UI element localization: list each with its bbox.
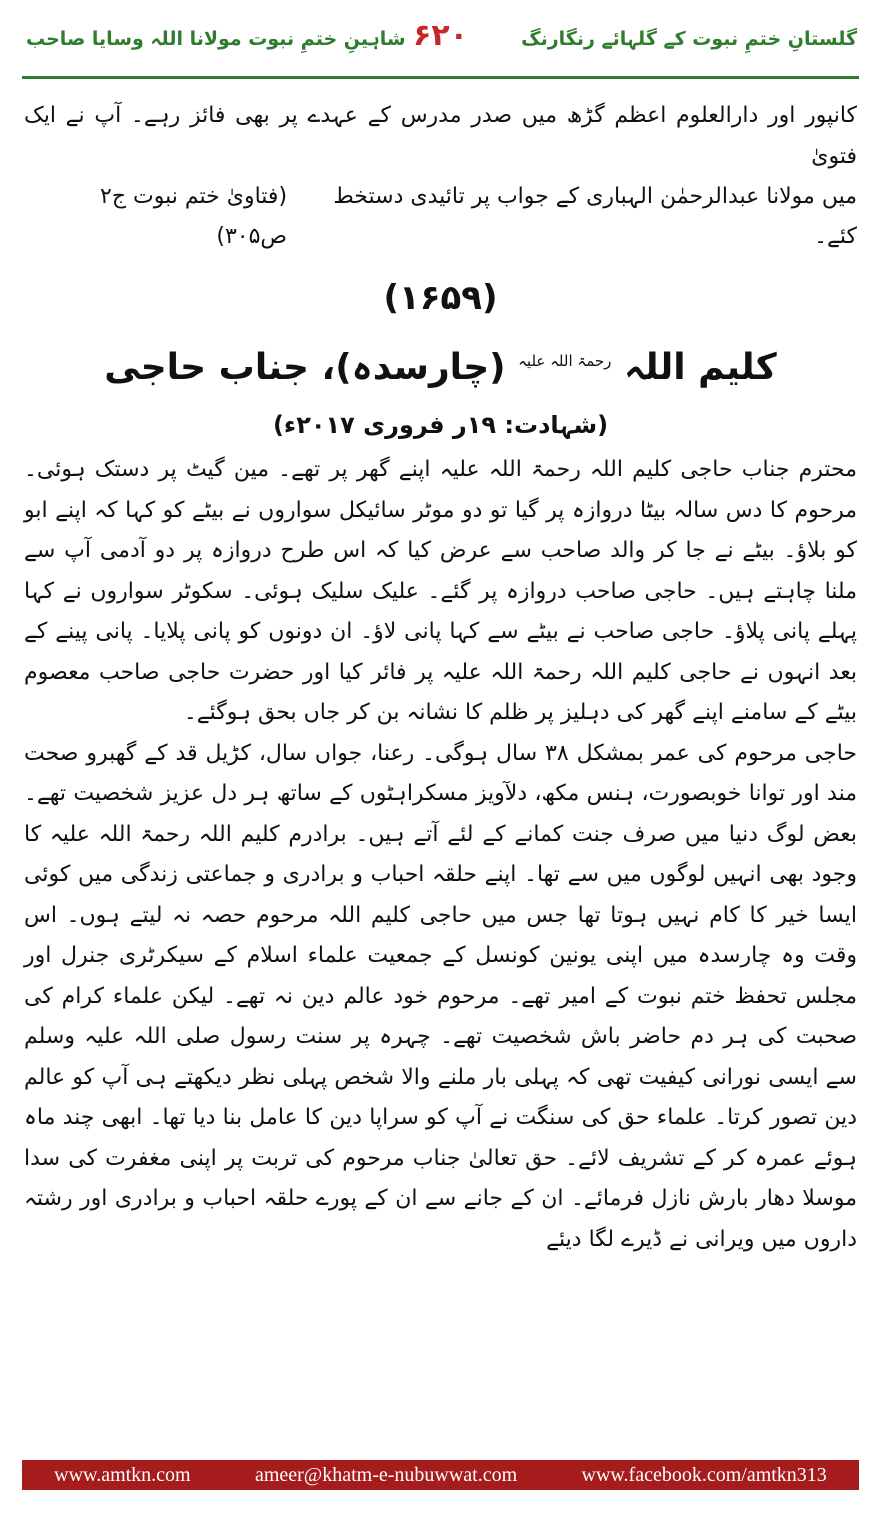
intro-line: کانپور اور دارالعلوم اعظم گڑھ میں صدر مدرس کے عہدے پر بھی فائز رہے۔ آپ نے ایک فتویٰ: [24, 103, 857, 169]
page-footer: [22, 1460, 859, 1490]
facebook-link[interactable]: www.facebook.com/amtkn313: [581, 1463, 827, 1486]
entry-number: (۱۶۵۹): [383, 278, 498, 318]
body-paragraph-2: حاجی مرحوم کی عمر بمشکل ۳۸ سال ہوگی۔ رعنا، جواں سال، کڑیل قد کے گھبرو صحت مند اور توانا خوبصورت، ہنس مکھ، دلآویز مسکراہٹوں کے ساتھ ہر دل عزیز شخصیت تھے۔ بعض لوگ دنیا میں صرف جنت کمانے کے لئے آتے ہیں۔ برادرم کلیم اللہ رحمۃ اللہ علیہ کا وجود بھی انہیں لوگوں میں سے تھا۔ اپنے حلقہ احباب و برادری و جماعتی زندگی میں کوئی ایسا خیر کا کام نہیں ہوتا تھا جس میں حاجی کلیم اللہ مرحوم حصہ نہ لیتے ہوں۔ اس وقت وہ چارسدہ میں اپنی یونین کونسل کے جمعیت علماء اسلام کے سیکرٹری جنرل اور مجلس تحفظ ختم نبوت کے امیر تھے۔ مرحوم خود عالم دین نہ تھے۔ لیکن علماء کرام کی صحبت کی ہر دم حاضر باش شخصیت تھے۔ چہرہ پر سنت رسول صلی اللہ علیہ وسلم سے ایسی نورانی کیفیت تھی کہ پہلی بار ملنے والا شخص پہلی نظر دیکھتے ہی آپ کو عالم دین تصور کرتا۔ علماء حق کی سنگت نے آپ کو سراپا دین کا عامل بنا دیا تھا۔ ابھی چند ماہ ہوئے عمرہ کر کے تشریف لائے۔ حق تعالیٰ جناب مرحوم کی تربت پر اپنی مغفرت کی سدا موسلا دھار بارش نازل فرمائے۔ ان کے جانے سے ان کے پورے حلقہ احباب و برادری اور رشتہ داروں میں ویرانی نے ڈیرے لگا دیئے: [24, 740, 858, 1252]
page-header: [0, 0, 881, 82]
book-title: گلستانِ ختمِ نبوت کے گلہائے رنگارنگ: [521, 28, 857, 50]
honorific: رحمۃ اللہ علیہ: [518, 352, 612, 370]
entry-title-rest: (چارسدہ)، جناب حاجی: [104, 347, 506, 388]
body-paragraph-1: محترم جناب حاجی کلیم اللہ رحمۃ اللہ علیہ اپنے گھر پر تھے۔ مین گیٹ پر دستک ہوئی۔ مرحوم کا دس سالہ بیٹا دروازہ پر گیا تو دو موٹر سائیکل سواروں نے بیٹے کو کہا کہ اپنے ابو کو بلاؤ۔ بیٹے نے جا کر والد صاحب سے عرض کیا کہ اس طرح دروازہ پر دو آدمی آپ سے ملنا چاہتے ہیں۔ حاجی صاحب دروازہ پر گئے۔ علیک سلیک ہوئی۔ سکوٹر سواروں نے کہا پہلے پانی پلاؤ۔ حاجی صاحب نے بیٹے سے کہا پانی لاؤ۔ ان دونوں کو پانی پلایا۔ پانی پینے کے بعد انہوں نے حاجی کلیم اللہ رحمۃ اللہ علیہ پر فائر کیا اور حضرت حاجی صاحب معصوم بیٹے کے سامنے اپنے گھر کی دہلیز پر ظلم کا نشانہ بن کر جاں بحق ہوگئے۔: [24, 457, 857, 725]
entry-title: [24, 333, 857, 396]
page-number: ۶۲۰: [413, 18, 468, 53]
website-link[interactable]: www.amtkn.com: [54, 1463, 191, 1486]
intro-reference-line: [24, 177, 857, 257]
entry-title-name: کلیم اللہ: [623, 347, 777, 388]
email-link[interactable]: ameer@khatm-e-nubuwwat.com: [254, 1463, 518, 1486]
header-divider: [22, 76, 859, 79]
intro-line-text: میں مولانا عبدالرحمٰن الہباری کے جواب پر تائیدی دستخط کئے۔: [333, 184, 857, 249]
martyrdom-date: (شہادت: ۱۹ر فروری ۲۰۱۷ء): [272, 411, 609, 439]
reference-citation: (فتاویٰ ختم نبوت ج۲ ص۳۰۵): [100, 184, 288, 249]
author-title: شاہینِ ختمِ نبوت مولانا اللہ وسایا صاحب: [26, 28, 406, 50]
page-content: [24, 96, 857, 1260]
